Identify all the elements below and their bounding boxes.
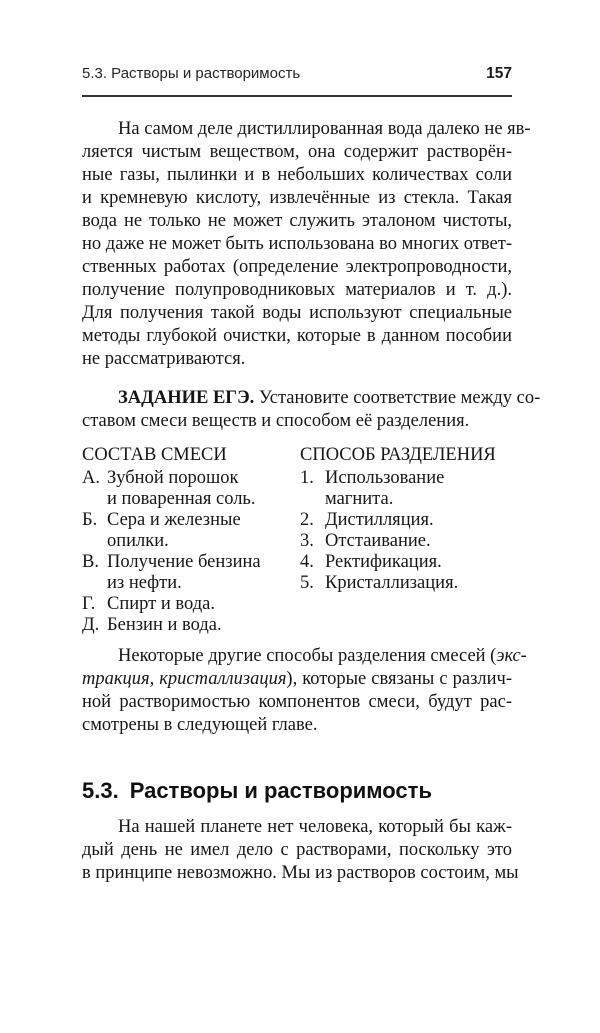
section-title: Растворы и растворимость [129,778,432,803]
list-item [82,552,300,594]
text-line: ной растворимостью компонентов смеси, будут рас- [82,692,512,712]
item-text: Ректификация. [325,552,442,572]
mixture-list [82,468,300,636]
list-item [300,552,512,573]
text-line [82,668,512,691]
item-text: Сера и железные [107,510,241,530]
right-column-header: СПОСОБ РАЗДЕЛЕНИЯ [300,445,496,465]
text-line: вода не только не может служить эталоном чистоты, [82,211,512,231]
item-marker: 4. [300,552,314,572]
item-text: Бензин и вода. [107,615,222,635]
text-line: Для получения такой воды используют специальные [82,303,512,323]
left-column-header: СОСТАВ СМЕСИ [82,445,227,465]
list-item [82,510,300,552]
text-line: ляется чистым веществом, она содержит растворён- [82,142,512,162]
separation-list [300,468,512,636]
list-item [300,531,512,552]
book-page [0,64,600,885]
text-line: На самом деле дистиллированная вода далеко не яв- [118,119,531,139]
item-text: Зубной порошок [107,468,239,488]
item-text: Получение бензина [107,552,261,572]
paragraph-distilled-water [82,118,531,371]
item-text: Использование [325,468,445,488]
list-item [300,573,512,594]
section-heading [82,777,512,805]
text-line: в принципе невозможно. Мы из растворов состоим, мы [82,863,519,883]
text-line: не рассматриваются. [82,349,246,369]
item-marker: Б. [82,510,98,530]
running-header [82,64,512,97]
paragraph-solutions-intro [82,816,519,885]
match-column-headers [82,444,512,466]
paragraph-other-methods [82,645,527,737]
item-marker: 3. [300,531,314,551]
text-line: смотрены в следующей главе. [82,715,318,735]
text-segment: Некоторые другие способы разделения смесей ( [118,646,497,666]
item-marker: Г. [82,594,96,614]
item-text: Спирт и вода. [107,594,215,614]
running-title: 5.3. Растворы и растворимость [82,65,301,82]
text-line: но даже не может быть использована во многих ответ- [82,234,512,254]
text-line: На нашей планете нет человека, который бы каж- [118,817,512,837]
item-marker: В. [82,552,99,572]
text-line: ставом смеси веществ и способом её разделения. [82,411,470,431]
item-text: Отстаивание. [325,531,431,551]
item-marker: 2. [300,510,314,530]
text-line: дый день не имел дело с растворами, поскольку это [82,840,512,860]
task-text: Установите соответствие между со- [254,388,541,408]
text-line: ные газы, пылинки и в небольших количествах соли [82,165,512,185]
text-segment-italic: экс- [496,646,527,666]
text-line: и кремневую кислоту, извлечённые из стекла. Такая [82,188,512,208]
list-item [300,510,512,531]
item-marker: 1. [300,468,314,488]
text-segment-italic: тракция, кристаллизация [82,669,287,689]
list-item [300,468,512,510]
item-text: магнита. [325,489,394,509]
text-line: получение полупроводниковых материалов и т. д.). [82,280,512,300]
item-text: из нефти. [107,573,182,593]
item-text: опилки. [107,531,169,551]
task-label: ЗАДАНИЕ ЕГЭ. [118,388,255,408]
item-text: Кристаллизация. [325,573,459,593]
page-number: 157 [486,65,512,82]
text-line [82,645,527,668]
item-text: и поваренная соль. [107,489,256,509]
item-marker: 5. [300,573,314,593]
list-item [82,615,300,636]
ege-task [82,387,541,433]
text-line: ственных работах (определение электропроводности, [82,257,512,277]
section-number: 5.3. [82,778,119,803]
item-marker: Д. [82,615,100,635]
list-item [82,468,300,510]
text-line: методы глубокой очистки, которые в данном пособии [82,326,512,346]
item-marker: А. [82,468,100,488]
text-line [82,387,541,410]
match-lists [82,468,512,636]
list-item [82,594,300,615]
item-text: Дистилляция. [325,510,434,530]
text-segment: ), которые связаны с различ- [286,669,512,689]
